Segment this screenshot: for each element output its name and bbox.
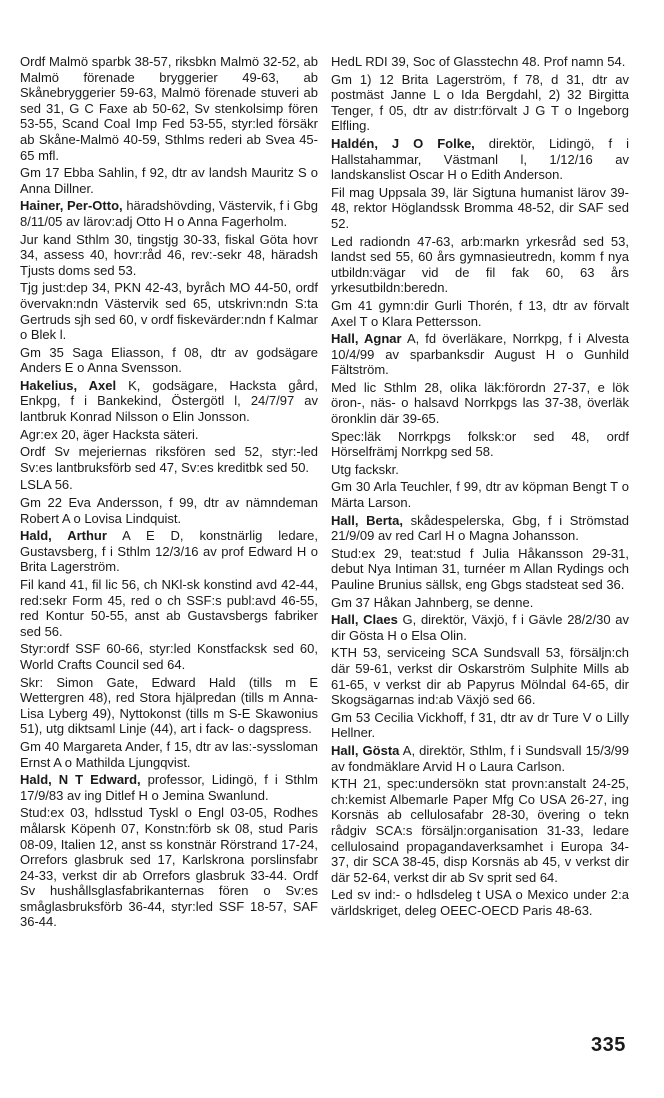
entry-paragraph (20, 477, 318, 493)
entry-text: Ordf Malmö sparbk 38-57, riksbkn Malmö 32-52, ab Malmö förenade bryggerier 49-63, ab Skånebryggerier 59-63, Malmö förenade stuveri ab sed 31, G C Faxe ab 50-62, Sv stenkolsimp fören 53-55, Scand Coal Imp Fed 53-55, styr:led försäkr ab Skåne-Malmö 40-59, Sthlms rederi ab Svea 45-65 mfl. (20, 54, 318, 163)
entry-text: Gm 22 Eva Andersson, f 99, dtr av nämndeman Robert A o Lovisa Lindquist. (20, 495, 318, 526)
entry-text: direktör, Lidingö, f i Hallstahammar, Västmanl l, 1/12/16 av landskanslist Oscar H o Edith Anderson. (331, 135, 629, 183)
person-name: Hall, Agnar (331, 331, 402, 347)
entry-text: Ordf Sv mejeriernas riksfören sed 52, styr:-led Sv:es lantbruksförb sed 47, Sv:es kreditbk sed 50. (20, 444, 318, 475)
biography-entry (20, 528, 318, 575)
entry-paragraph (20, 165, 318, 196)
entry-text: Fil kand 41, fil lic 56, ch NKl-sk konstind avd 42-44, red:sekr Form 45, red o ch SSF:s publ:avd 46-55, red Kontur 50-55, anst ab Gustavsbergs fabriker sed 56. (20, 577, 318, 639)
entry-text: Utg fackskr. (331, 461, 399, 477)
entry-paragraph (331, 479, 629, 510)
entry-paragraph (20, 675, 318, 737)
entry-text: Skr: Simon Gate, Edward Hald (tills m E Wettergren 48), red Stora hjälpredan (tills m Anna-Lisa Lyberg 49), Nyttokonst (tills m S-E Skawonius 51), utg diktsaml Linje (44), art i fack- o dagspress. (20, 674, 318, 737)
entry-paragraph (20, 427, 318, 443)
entry-text: K, godsägare, Hacksta gård, Enkpg, f i Bankekind, Östergötl l, 24/7/97 av lantbruk Konrad Nilsson o Elin Jonsson. (20, 377, 318, 425)
entry-text: Led radiondn 47-63, arb:markn yrkesråd sed 53, landst sed 55, 60 års gymnasieutredn, komm f nya utbildn:vägar vid de fil fak 60, 63 års yrkesutbildn:beredn. (331, 233, 629, 296)
entry-paragraph (331, 185, 629, 232)
biography-entry (331, 743, 629, 774)
entry-paragraph (331, 887, 629, 918)
entry-text: HedL RDI 39, Soc of Glasstechn 48. Prof namn 54. (331, 54, 626, 69)
entry-text: Gm 41 gymn:dir Gurli Thorén, f 13, dtr av förvalt Axel T o Klara Pettersson. (331, 297, 629, 329)
biography-entry (20, 198, 318, 229)
entry-text: Led sv ind:- o hdlsdeleg t USA o Mexico under 2:a världskriget, deleg OEEC-OECD Paris 48-63. (331, 887, 629, 918)
person-name: Haldén, J O Folke, (331, 135, 475, 151)
entry-paragraph (331, 776, 629, 885)
entry-text: Fil mag Uppsala 39, lär Sigtuna humanist lärov 39-48, rektor Höglandssk Bromma 48-52, dir SAF sed 52. (331, 184, 629, 231)
biography-entry (331, 513, 629, 544)
entry-paragraph (331, 298, 629, 329)
entry-paragraph (331, 595, 629, 611)
entry-text: KTH 53, serviceing SCA Sundsvall 53, försäljn:ch där 59-61, verkst dir Oskarström Sulphite Mills ab 61-65, v verkst dir ab Papyrus Mölndal 64-65, dir Skogsägarnas ind:ab Växjö sed 66. (331, 645, 629, 708)
entry-paragraph (331, 462, 629, 478)
biography-entry (20, 378, 318, 425)
person-name: Hall, Berta, (331, 512, 403, 528)
person-name: Hainer, Per-Otto, (20, 198, 123, 214)
entry-paragraph (20, 444, 318, 475)
left-column (20, 54, 318, 932)
entry-paragraph (20, 739, 318, 770)
entry-text: Stud:ex 03, hdlsstud Tyskl o Engl 03-05, Rodhes målarsk Köpenh 07, Konstn:förb sk 08, stud Paris 08-09, Italien 12, anst ss konstnär Rörstrand 17-24, Orrefors glasbruk sed 17, Karlskrona porslinsfabr 24-33, verkst dir ab Orrefors glasbruk 33-44. Ordf Sv hushållsglasfabrikanternas fören o Sv:es småglasbruksförb 36-44, styr:led SSF 18-57, SAF 36-44. (20, 805, 318, 930)
entry-paragraph (20, 232, 318, 279)
entry-paragraph (331, 546, 629, 593)
right-column (331, 54, 629, 920)
entry-text: A E D, konstnärlig ledare, Gustavsberg, f i Sthlm 12/3/16 av prof Edward H o Brita Lagerström. (20, 528, 318, 575)
entry-text: Med lic Sthlm 28, olika läk:förordn 27-37, e lök öron-, näs- o halsavd Norrkpgs las 37-38, överläk öronklin där 39-65. (331, 379, 629, 427)
entry-paragraph (20, 54, 318, 163)
entry-text: häradshövding, Västervik, f i Gbg 8/11/05 av lärov:adj Otto H o Anna Fagerholm. (20, 198, 319, 229)
entry-text: Styr:ordf SSF 60-66, styr:led Konstfacksk sed 60, World Crafts Council sed 64. (20, 641, 318, 672)
entry-paragraph (331, 234, 629, 296)
entry-paragraph (331, 54, 629, 70)
entry-paragraph (331, 429, 629, 460)
entry-text: Gm 40 Margareta Ander, f 15, dtr av las:-syssloman Ernst A o Mathilda Ljungqvist. (20, 738, 318, 770)
entry-paragraph (20, 577, 318, 639)
biography-entry (331, 136, 629, 183)
entry-text: Gm 37 Håkan Jahnberg, se denne. (331, 594, 534, 610)
entry-text: Gm 17 Ebba Sahlin, f 92, dtr av landsh Mauritz S o Anna Dillner. (20, 165, 318, 196)
entry-paragraph (331, 72, 629, 134)
entry-text: Spec:läk Norrkpgs folksk:or sed 48, ordf Hörselfrämj Norrkpg sed 58. (331, 428, 629, 460)
entry-text: skådespelerska, Gbg, f i Strömstad 21/9/09 av red Carl H o Magna Johansson. (331, 512, 629, 544)
biography-entry (331, 331, 629, 378)
entry-text: Agr:ex 20, äger Hacksta säteri. (20, 426, 199, 442)
entry-paragraph (331, 380, 629, 427)
entry-text: A, fd överläkare, Norrkpg, f i Alvesta 10/4/99 av sparbanksdir August H o Gunhild Fältström. (331, 331, 629, 378)
entry-paragraph (20, 641, 318, 672)
entry-text: professor, Lidingö, f i Sthlm 17/9/83 av ing Ditlef H o Jemina Swanlund. (20, 772, 318, 803)
entry-text: Stud:ex 29, teat:stud f Julia Håkansson 29-31, debut Nya Intiman 31, turnéer m Allan Rydings och Pauline Brunius sällsk, eng Gbgs stadsteat sed 36. (331, 545, 629, 592)
entry-text: Tjg just:dep 34, PKN 42-43, byråch MO 44-50, ordf övervakn:ndn Västervik sed 65, utskrivn:ndn S:ta Gertruds sjh sed 60, v ordf fiskevärder:ndn f Kalmar o Blek l. (20, 280, 318, 343)
biography-entry (331, 612, 629, 643)
entry-text: Jur kand Sthlm 30, tingstjg 30-33, fiskal Göta hovr 34, assess 40, hovr:råd 46, rev:-sekr 48, häradsh Tjusts doms sed 53. (20, 231, 318, 278)
person-name: Hall, Gösta (331, 742, 400, 758)
entry-paragraph (20, 345, 318, 376)
person-name: Hald, Arthur (20, 528, 107, 544)
person-name: Hald, N T Edward, (20, 772, 141, 788)
entry-paragraph (20, 805, 318, 930)
person-name: Hakelius, Axel (20, 377, 117, 393)
entry-text: G, direktör, Växjö, f i Gävle 28/2/30 av dir Gösta H o Elsa Olin. (331, 612, 629, 643)
entry-paragraph (331, 710, 629, 741)
entry-paragraph (331, 645, 629, 707)
biography-entry (20, 772, 318, 803)
entry-paragraph (20, 280, 318, 342)
entry-text: KTH 21, spec:undersökn stat provn:anstalt 24-25, ch:kemist Albemarle Paper Mfg Co USA 26-27, ing Korsnäs ab cellulosafabr 28-30, övering o tekn rådgiv SCA:s försäljn:organisation 31-33, ledare cellulosaind propagandaverksamhet i Europa 34-37, dir SCA 38-45, disp Korsnäs ab 45, v verkst dir där 52-64, verkst dir ab Sv sprit sed 64. (331, 776, 629, 885)
entry-text: Gm 53 Cecilia Vickhoff, f 31, dtr av dr Ture V o Lilly Hellner. (331, 709, 629, 741)
page-number: 335 (591, 1034, 626, 1056)
person-name: Hall, Claes (331, 612, 398, 628)
entry-text: Gm 35 Saga Eliasson, f 08, dtr av godsägare Anders E o Anna Svensson. (20, 344, 318, 376)
entry-text: A, direktör, Sthlm, f i Sundsvall 15/3/99 av fondmäklare Arvid H o Laura Carlson. (331, 742, 629, 774)
entry-paragraph (20, 495, 318, 526)
entry-text: LSLA 56. (20, 477, 73, 493)
entry-text: Gm 30 Arla Teuchler, f 99, dtr av köpman Bengt T o Märta Larson. (331, 479, 629, 511)
entry-text: Gm 1) 12 Brita Lagerström, f 78, d 31, dtr av postmäst Janne L o Ida Bergdahl, 2) 32 Birgitta Tenger, f 05, dtr av distr:förvalt J G T o Ingeborg Elfling. (331, 71, 629, 134)
